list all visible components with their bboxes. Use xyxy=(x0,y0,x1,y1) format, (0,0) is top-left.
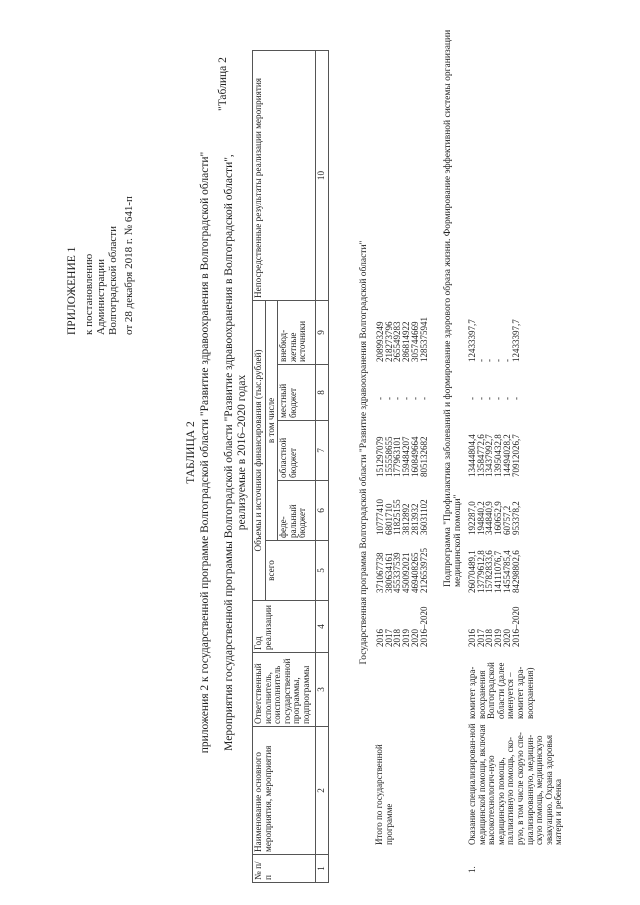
total-row-federal-cell: 10777410 xyxy=(375,499,385,535)
appendix-date: от 28 декабря 2018 г. № 641-п xyxy=(123,196,135,335)
col-num-2: 2 xyxy=(316,727,329,855)
total-row-extra-cell: 218273796 xyxy=(383,321,394,362)
row1-year-cell: 2020 xyxy=(501,629,512,647)
hdr-extra: внебюд-жетные источники xyxy=(278,300,316,364)
col-num-1: 1 xyxy=(316,855,329,883)
row1-federal-cell: 192287,0 xyxy=(467,501,477,535)
hdr-num: № п/п xyxy=(253,855,316,883)
row1-federal-cell: 60757,2 xyxy=(501,505,512,535)
row1-year-cell: 2017 xyxy=(475,629,486,647)
row1-regional-cell: 13584772,6 xyxy=(475,434,486,477)
total-row-local-cell: - xyxy=(418,397,429,400)
appendix-line-2: Администрации xyxy=(95,258,107,335)
table-caption: "Таблица 2 xyxy=(217,57,229,111)
total-row-total xyxy=(376,548,428,593)
total-row-local-cell: - xyxy=(409,397,420,400)
row1-local-cell: - xyxy=(501,397,512,400)
row1-regional-cell: 14494028,2 xyxy=(501,434,512,477)
appendix-line-3: Волгоградской области xyxy=(107,226,119,335)
total-row-total-cell: 455337539 xyxy=(392,552,403,593)
heading-subtitle: приложения 2 к государственной программе Волгоградской области "Развитие здравоохранения в Волгоградской области" xyxy=(199,151,211,754)
total-row-year-cell: 2018 xyxy=(392,629,403,647)
total-row-year-cell: 2016 xyxy=(375,629,385,647)
total-row-year-cell: 2019 xyxy=(401,629,412,647)
hdr-year: Год реализации xyxy=(253,601,316,653)
row1-total-cell: 15782833,6 xyxy=(484,550,495,593)
row1-extra xyxy=(468,319,520,362)
col-num-7: 7 xyxy=(316,421,329,481)
row1-num: 1. xyxy=(467,866,477,873)
appendix-title: ПРИЛОЖЕНИЕ 1 xyxy=(66,246,78,335)
total-row-federal-cell: 3812892 xyxy=(401,503,412,535)
col-num-3: 3 xyxy=(316,653,329,727)
total-row-year-cell: 2016–2020 xyxy=(418,606,429,647)
total-row-local-cell: - xyxy=(383,397,394,400)
row1-total xyxy=(468,550,520,593)
hdr-total: всего xyxy=(265,541,316,601)
col-num-10: 10 xyxy=(316,50,329,300)
col-num-5: 5 xyxy=(316,541,329,601)
row1-regional-cell: 13950432,8 xyxy=(493,434,504,477)
measures-table xyxy=(252,50,329,883)
col-num-9: 9 xyxy=(316,300,329,364)
row1-total-cell: 14111076,7 xyxy=(493,550,504,593)
row1-federal-cell: 953378,2 xyxy=(510,501,521,535)
total-row-year-cell: 2017 xyxy=(383,629,394,647)
row1-year-cell: 2019 xyxy=(493,629,504,647)
total-row-regional-cell: 160849664 xyxy=(409,436,420,477)
row1-total-cell: 26070489,1 xyxy=(467,550,477,593)
row1-year-cell: 2018 xyxy=(484,629,495,647)
row1-federal-cell: 194840,2 xyxy=(475,501,486,535)
row1-regional-cell: 13444804,4 xyxy=(467,434,477,477)
total-row-year-cell: 2020 xyxy=(409,629,420,647)
row1-extra-cell: - xyxy=(493,359,504,362)
row1-year-cell: 2016 xyxy=(467,629,477,647)
hdr-federal: феде-ральный бюджет xyxy=(278,481,316,541)
row1-extra-cell: - xyxy=(484,359,495,362)
heading-desc-2: реализуемые в 2016–2020 годах xyxy=(236,374,248,531)
row1-regional-cell: 13437992,7 xyxy=(484,434,495,477)
total-row-federal-cell: 6801710 xyxy=(383,503,394,535)
row1-name: Оказание специализирован-ной медицинской помощи, включая высокотехнологич-ную медицинскую помощь, паллиативную помощь, ско-рую, в том числе скорую спе-циализированную, медицин-скую помощь, медицинскую эвакуацию. Охрана здоровья матери и ребенка xyxy=(467,723,564,845)
row1-extra-cell: - xyxy=(501,359,512,362)
col-num-6: 6 xyxy=(316,481,329,541)
total-row-regional-cell: 177963101 xyxy=(392,436,403,477)
total-row-regional xyxy=(376,437,428,478)
row1-federal-cell: 344840,9 xyxy=(484,501,495,535)
row1-local-cell: - xyxy=(510,397,521,400)
total-row-federal-cell: 36031102 xyxy=(418,499,429,535)
hdr-name: Наименование основного мероприятия, мероприятия xyxy=(253,727,316,855)
heading-desc-1: Мероприятия государственной программы Волгоградской области "Развитие здравоохранения в Волгоградской области", xyxy=(223,154,235,751)
row1-total-cell: 84298802,6 xyxy=(510,550,521,593)
total-row-extra-cell: 305744669 xyxy=(409,321,420,362)
total-row-years xyxy=(376,607,428,648)
total-row-regional-cell: 151297079 xyxy=(375,436,385,477)
total-row-total-cell: 380634161 xyxy=(383,552,394,593)
row1-years xyxy=(468,607,520,648)
row1-executor: комитет здра-воохранения Волгоградской области (далее именуется – комитет здра-воохранения) xyxy=(467,662,535,719)
total-row-total-cell: 469408265 xyxy=(409,552,420,593)
hdr-results: Непосредственные результаты реализации мероприятия xyxy=(253,50,316,300)
total-row-federal-cell: 11825155 xyxy=(392,499,403,535)
heading-title: ТАБЛИЦА 2 xyxy=(185,421,197,484)
row1-federal xyxy=(468,501,520,535)
hdr-regional: областной бюджет xyxy=(278,421,316,481)
row1-year-cell: 2016–2020 xyxy=(510,606,521,647)
total-row-label: Итого по государственной программе xyxy=(374,744,394,845)
row1-extra-cell: - xyxy=(475,359,486,362)
col-num-4: 4 xyxy=(316,601,329,653)
hdr-funding: Объемы и источники финансирования (тыс.рублей) xyxy=(253,300,266,600)
total-row-regional-cell: 159484207 xyxy=(401,436,412,477)
hdr-local: местный бюджет xyxy=(278,365,316,421)
total-row-extra-cell: 265549283 xyxy=(392,321,403,362)
total-row-total-cell: 371067738 xyxy=(375,552,385,593)
total-row-extra-cell: 208993249 xyxy=(375,321,385,362)
row1-extra-cell: 12433397,7 xyxy=(467,319,477,362)
row1-local-cell: - xyxy=(467,397,477,400)
total-row-local-cell: - xyxy=(375,397,385,400)
col-num-8: 8 xyxy=(316,365,329,421)
total-row-total-cell: 2126539725 xyxy=(418,548,429,593)
total-row-total-cell: 450092021 xyxy=(401,552,412,593)
total-row-federal-cell: 2813932 xyxy=(409,503,420,535)
row1-total-cell: 13779612,8 xyxy=(475,550,486,593)
hdr-incl: в том числе xyxy=(265,300,278,540)
row1-local xyxy=(468,397,520,400)
total-row-extra xyxy=(376,317,428,362)
row1-local-cell: - xyxy=(475,397,486,400)
total-row-federal xyxy=(376,499,428,535)
row1-local-cell: - xyxy=(493,397,504,400)
hdr-executor: Ответственный исполнитель, соисполнитель государственной программы, подпрограммы xyxy=(253,653,316,727)
row1-extra-cell: 12433397,7 xyxy=(510,319,521,362)
row1-regional xyxy=(468,434,520,477)
section-subprogram: Подпрограмма "Профилактика заболеваний и формирование здорового образа жизни. Формирование эффективной системы организации медицинской помощи" xyxy=(443,29,463,587)
total-row-local-cell: - xyxy=(401,397,412,400)
row1-regional-cell: 70912026,7 xyxy=(510,434,521,477)
total-row-regional-cell: 155558655 xyxy=(383,436,394,477)
row1-total-cell: 14554785,4 xyxy=(501,550,512,593)
total-row-extra-cell: 286814922 xyxy=(401,321,412,362)
total-row-local xyxy=(376,397,428,400)
section-program: Государственная программа Волгоградской области "Развитие здравоохранения Волгоградской области" xyxy=(359,240,369,665)
row1-local-cell: - xyxy=(484,397,495,400)
total-row-extra-cell: 1285375941 xyxy=(418,317,429,362)
row1-federal-cell: 160652,9 xyxy=(493,501,504,535)
appendix-line-1: к постановлению xyxy=(83,253,95,335)
total-row-regional-cell: 805132682 xyxy=(418,436,429,477)
total-row-local-cell: - xyxy=(392,397,403,400)
